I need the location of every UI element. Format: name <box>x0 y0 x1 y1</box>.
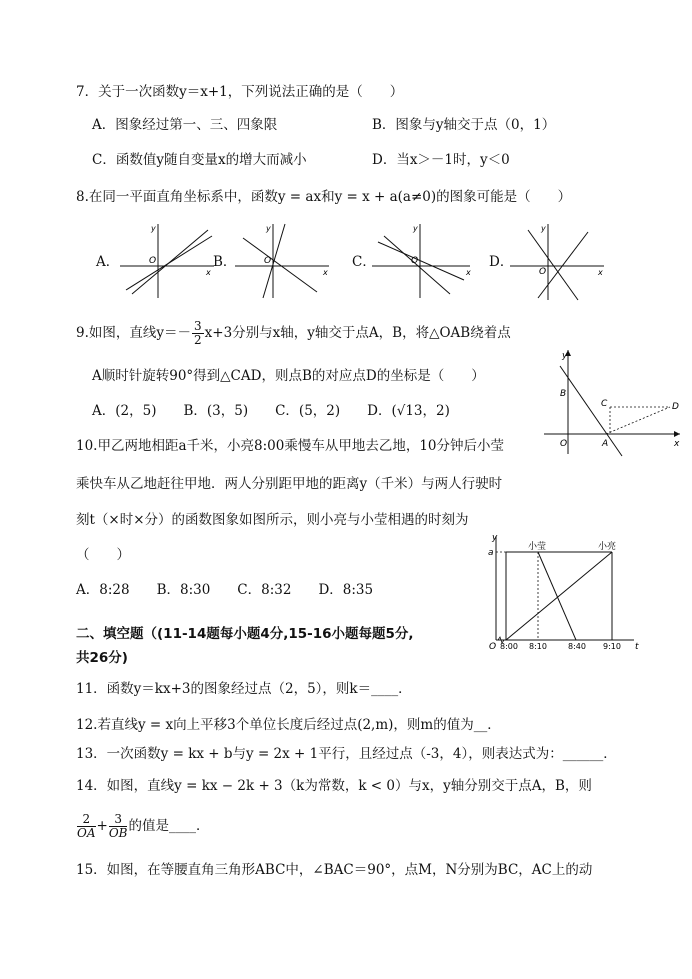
axis-x-label: x <box>206 268 211 277</box>
q8-label-d: D． <box>489 254 514 270</box>
q8-label-b: B． <box>213 254 237 270</box>
q9-fraction <box>192 320 204 347</box>
q8-graph-d <box>508 222 608 302</box>
q8-label-c: C． <box>352 254 376 270</box>
q8-label-a: A． <box>96 254 120 270</box>
axis-y-label: y <box>541 224 546 233</box>
q12: 12.若直线y = x向上平移3个单位长度后经过点(2,m)，则m的值为__． <box>76 717 501 733</box>
fraction-numerator: 3 <box>194 319 202 333</box>
section-2-title-line1: 二、填空题（(11-14题每小题4分,15-16小题每题5分, <box>76 626 414 642</box>
q7-option-c: C．函数值y随自变量x的增大而减小 <box>92 152 307 168</box>
axis-x-label: x <box>598 268 603 277</box>
origin-label: O <box>411 256 419 266</box>
origin-label: O <box>539 267 547 277</box>
series-xiaoying-label: 小莹 <box>528 542 547 552</box>
tick-label: 8:40 <box>568 642 586 651</box>
q10-line2: 乘快车从乙地赶往甲地．两人分别距甲地的距离y（千米）与两人行驶时 <box>76 476 503 492</box>
q10-line3: 刻t（×时×分）的函数图象如图所示，则小亮与小莹相遇的时刻为 <box>76 512 469 528</box>
q15: 15．如图，在等腰直角三角形ABC中，∠BAC＝90°，点M，N分别为BC，AC上的动 <box>76 862 593 878</box>
q9-stem <box>76 320 511 347</box>
section-2-title-line2: 共26分) <box>76 650 128 666</box>
q9-options: A．(2，5) B．(3，5) C．(5，2) D．(√13，2) <box>92 403 450 419</box>
q7-option-a: A．图象经过第一、三、四象限 <box>92 117 278 133</box>
q7-option-b: B．图象与y轴交于点（0，1） <box>372 117 556 133</box>
axis-y-label: y <box>413 224 418 233</box>
q14-fraction-2 <box>109 813 128 840</box>
q10-line4: （ ） <box>76 547 130 563</box>
axis-y-label: y <box>151 224 156 233</box>
q14-fraction-1 <box>77 813 96 840</box>
q11: 11．函数y＝kx+3的图象经过点（2，5），则k＝____． <box>76 681 412 697</box>
origin-label: O <box>149 256 157 266</box>
fraction-numerator: 3 <box>109 813 128 827</box>
axis-y-label: y <box>562 351 568 361</box>
q13: 13．一次函数y = kx + b与y = 2x + 1平行，且经过点（-3，4），则表达式为：______． <box>76 746 617 762</box>
q8-graph-c <box>370 222 475 300</box>
point-d-label: D <box>672 402 679 412</box>
q9-stem-pre: 9.如图，直线y＝－ <box>76 325 192 341</box>
q9-line2: A顺时针旋转90°得到△CAD，则点B的对应点D的坐标是（ ） <box>92 368 485 384</box>
axis-y-label: y <box>492 533 498 543</box>
axis-x-label: x <box>323 268 328 277</box>
q14-line1: 14．如图，直线y = kx − 2k + 3（k为常数，k < 0）与x，y轴分别交于点A，B，则 <box>76 778 592 794</box>
q10-figure <box>484 532 644 654</box>
origin-label: O <box>560 439 568 449</box>
tick-label: 8:10 <box>529 642 547 651</box>
point-a-label: A <box>602 439 609 449</box>
q14-tail: 的值是____． <box>128 818 210 834</box>
q9-figure <box>540 346 685 458</box>
tick-label: 8:00 <box>500 642 518 651</box>
axis-y-label: y <box>266 224 271 233</box>
fraction-denominator: OA <box>77 826 96 840</box>
fraction-denominator: OB <box>108 826 128 840</box>
tick-label: 9:10 <box>603 642 621 651</box>
q8-graph-b <box>233 222 333 300</box>
origin-label: O <box>489 642 497 652</box>
plus-sign: + <box>96 818 108 834</box>
series-xiaoliang-label: 小亮 <box>598 542 617 552</box>
axis-t-label: t <box>635 642 639 652</box>
q9-stem-post: x+3分别与x轴，y轴交于点A，B，将△OAB绕着点 <box>204 325 511 341</box>
axis-x-label: x <box>674 439 680 449</box>
axis-a-label: a <box>488 548 494 558</box>
q10-line1: 10.甲乙两地相距a千米，小亮8:00乘慢车从甲地去乙地，10分钟后小莹 <box>76 438 505 454</box>
q8-graph-a <box>118 222 218 300</box>
origin-label: O <box>264 256 272 266</box>
q7-stem: 7．关于一次函数y＝x+1，下列说法正确的是（ ） <box>76 84 404 100</box>
q7-option-d: D．当x＞－1时，y＜0 <box>372 152 510 168</box>
point-b-label: B <box>560 389 567 399</box>
axis-x-label: x <box>466 268 471 277</box>
fraction-denominator: 2 <box>194 333 202 347</box>
q10-options: A．8:28 B．8:30 C．8:32 D．8:35 <box>76 582 374 598</box>
fraction-numerator: 2 <box>77 813 96 827</box>
q8-stem: 8.在同一平面直角坐标系中，函数y = ax和y = x + a(a≠0)的图象可能是（ ） <box>76 189 572 205</box>
q14-line2 <box>76 808 209 844</box>
point-c-label: C <box>601 399 608 409</box>
